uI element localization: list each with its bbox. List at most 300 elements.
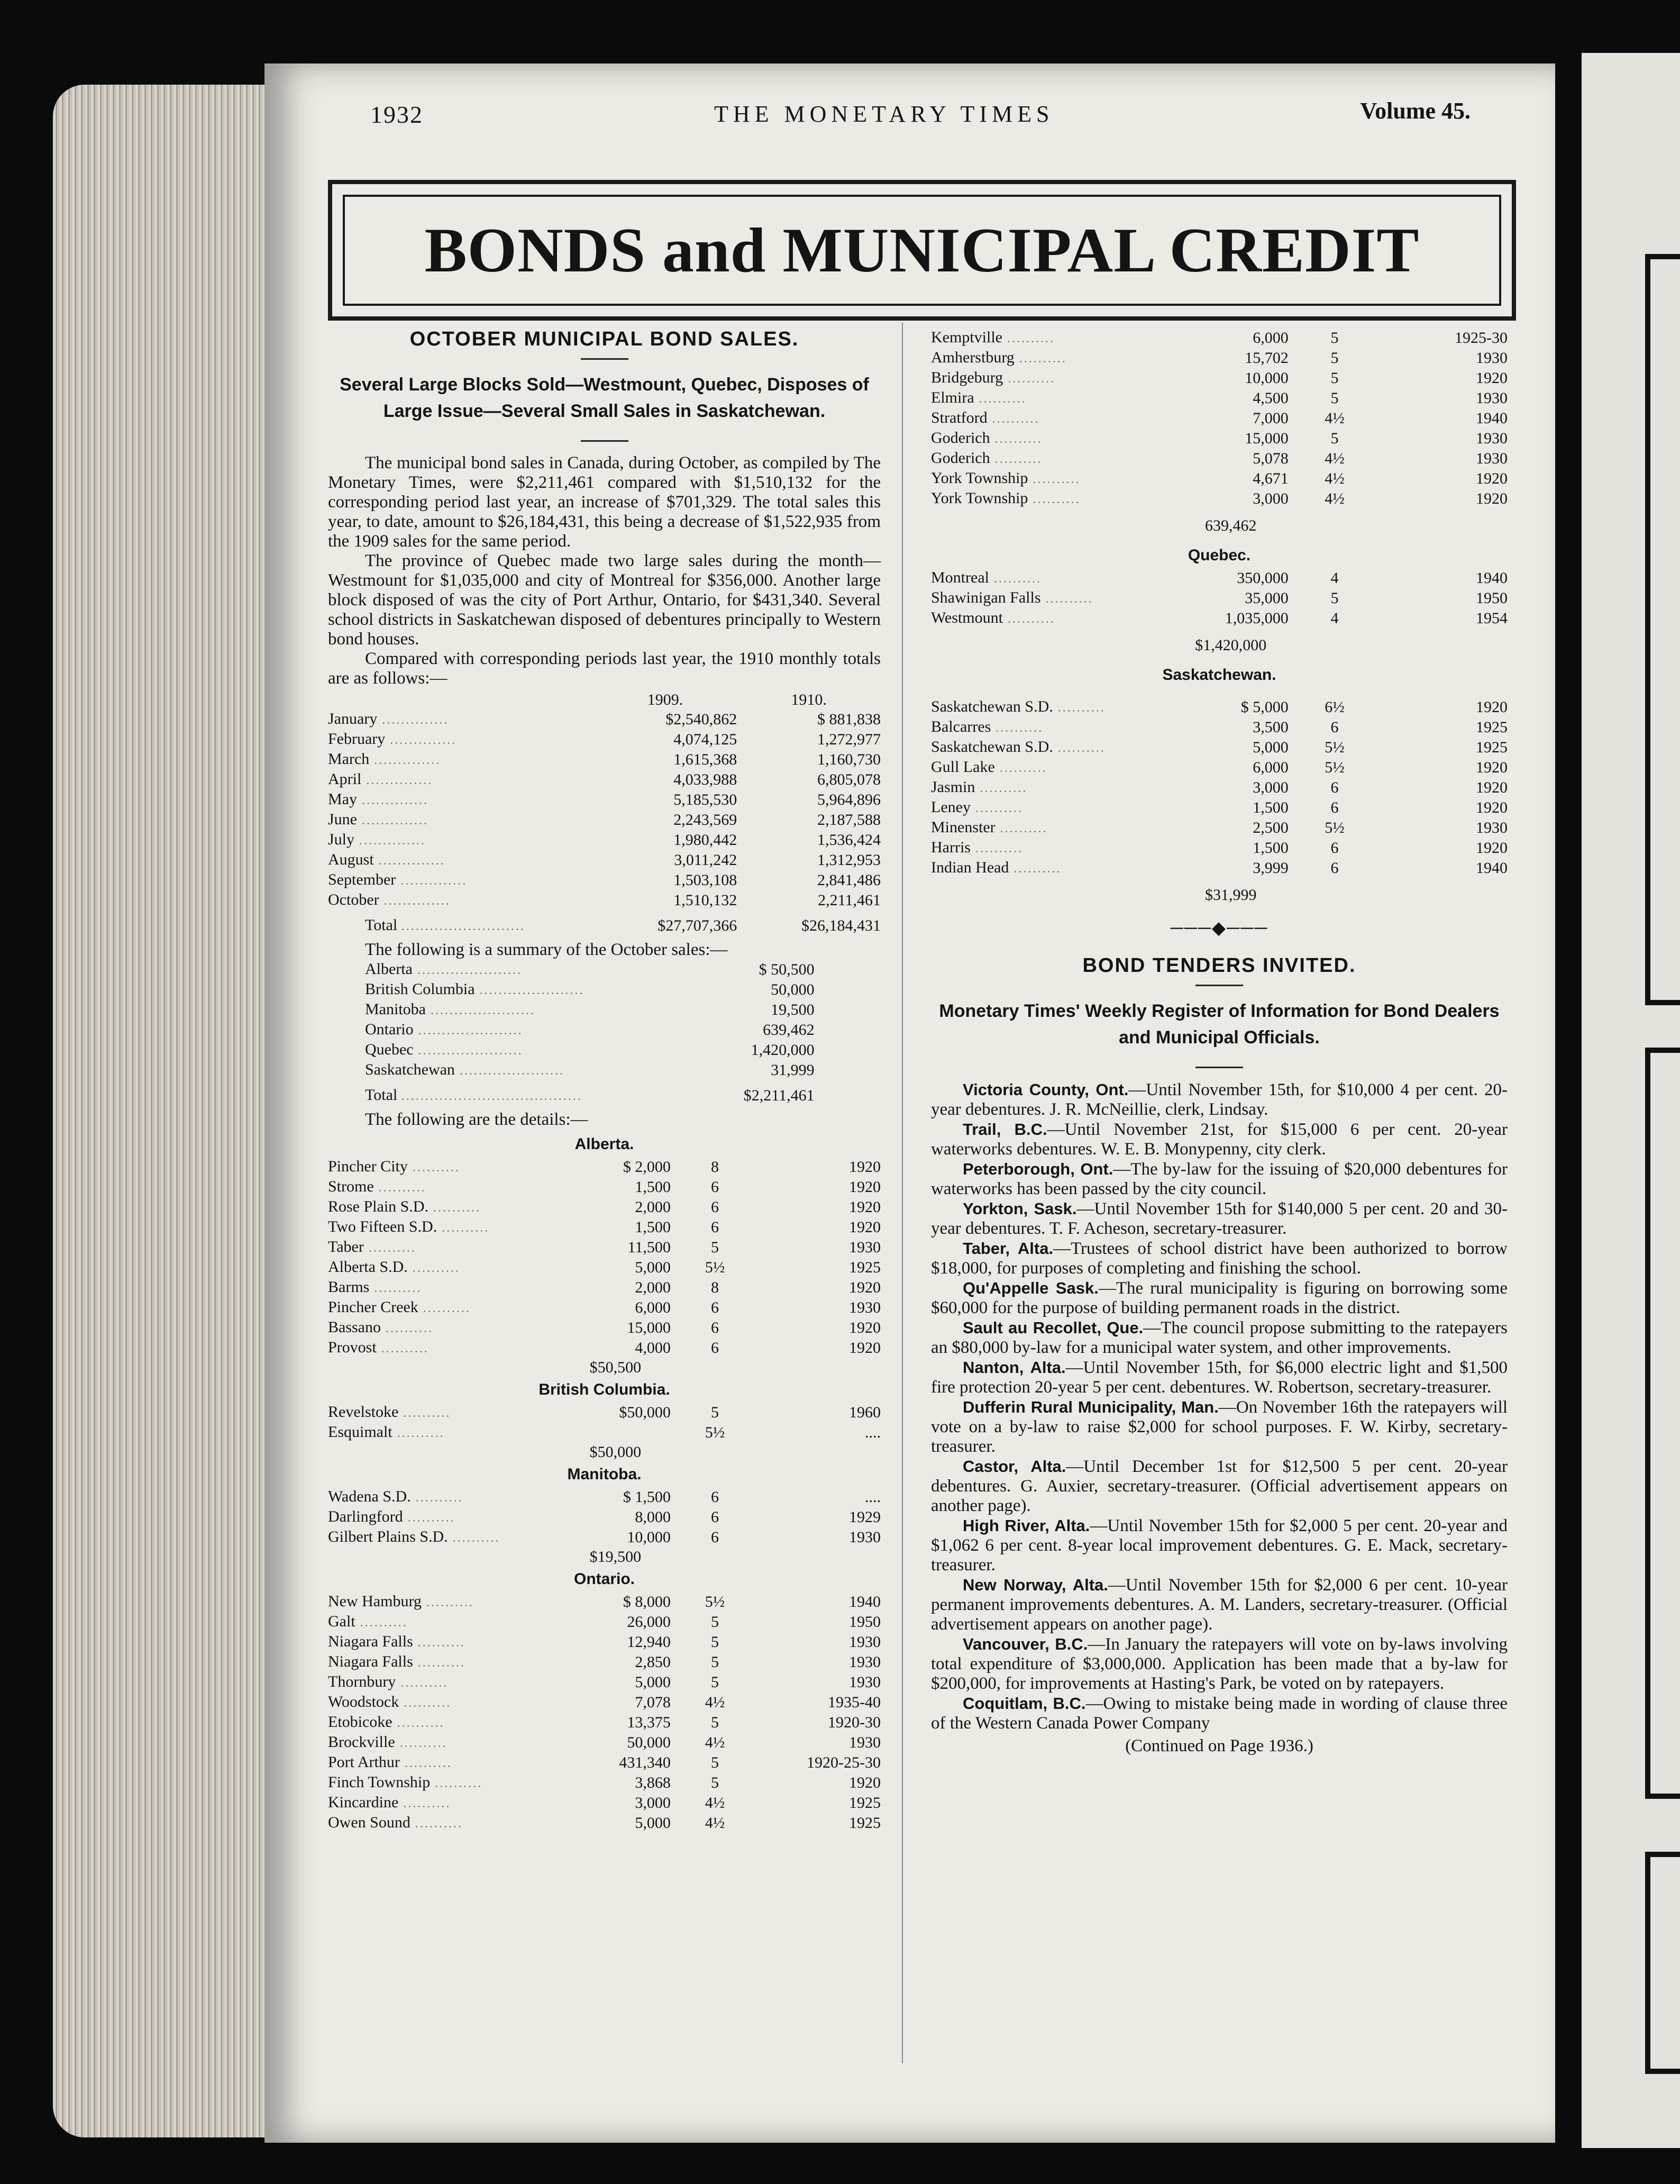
section-banner	[328, 180, 1516, 321]
municipality-cell	[328, 1217, 560, 1237]
interest-rate: 5½	[705, 1259, 725, 1276]
interest-rate: 5	[1330, 349, 1339, 367]
interest-rate: 6	[1330, 839, 1339, 857]
leader-dots: ..........	[1002, 612, 1055, 626]
table-row	[931, 469, 1508, 489]
value-1909: 2,243,569	[673, 811, 737, 829]
table-row	[931, 838, 1508, 858]
leader-dots: ..............	[379, 894, 451, 908]
table-row	[931, 388, 1508, 408]
interest-rate: 5	[710, 1673, 719, 1691]
leader-dots: ..........	[1040, 592, 1093, 606]
subtotal-saskatchewan: $31,999	[1205, 886, 1257, 904]
table-row	[328, 1773, 881, 1793]
interest-rate: 6	[710, 1339, 719, 1357]
amount: 5,000	[635, 1259, 671, 1276]
tender-item	[931, 1575, 1508, 1634]
municipality-name: Rose Plain S.D.	[328, 1198, 429, 1215]
table-row	[328, 1793, 881, 1813]
municipality-name: York Township	[931, 489, 1028, 507]
value-1910: 1,536,424	[817, 831, 881, 849]
municipality-name: Galt	[328, 1613, 355, 1630]
leader-dots: ..........	[970, 802, 1023, 815]
maturity: 1930	[1476, 450, 1508, 467]
municipality-name: Goderich	[931, 429, 990, 447]
amount: 4,671	[1253, 470, 1289, 487]
month-name: August	[328, 851, 374, 868]
municipality-name: Shawinigan Falls	[931, 589, 1041, 606]
volume-label: Volume 45.	[1360, 98, 1471, 124]
leader-dots: ..........	[1009, 862, 1062, 876]
column-header-1910: 1910.	[791, 691, 827, 708]
municipality-name: Taber	[328, 1238, 364, 1255]
leader-dots: ..........	[974, 392, 1027, 406]
leader-dots: ..........	[392, 1716, 445, 1730]
leader-dots: ..........	[991, 721, 1044, 735]
municipality-cell	[931, 608, 1173, 629]
maturity: 1920	[849, 1158, 881, 1176]
interest-rate: 8	[710, 1158, 719, 1176]
tender-place: Yorkton, Sask.	[963, 1199, 1077, 1218]
municipality-cell	[931, 388, 1173, 408]
municipality-name: Strome	[328, 1178, 374, 1195]
interest-rate: 6	[710, 1198, 719, 1216]
municipality-name: Wadena S.D.	[328, 1488, 411, 1505]
table-row	[328, 750, 881, 770]
amount: 11,500	[627, 1239, 671, 1256]
municipality-cell	[328, 1672, 560, 1692]
maturity: 1930	[849, 1239, 881, 1256]
municipality-cell	[328, 1713, 560, 1733]
municipality-cell	[328, 1612, 560, 1632]
municipality-name: Minenster	[931, 818, 996, 836]
monthly-total-row: Total .......................... $27,707,366 $26,184,431	[328, 911, 881, 936]
section-title: BONDS and MUNICIPAL CREDIT	[424, 215, 1420, 285]
tender-text: —Until November 15th for $2,000 5 per cent. 20-year and $1,062 6 per cent. 8-year local improvement debentures. G. E. Mack, secretary-treasurer.	[931, 1516, 1508, 1575]
banner-inner-frame	[343, 195, 1501, 306]
interest-rate: 5½	[1325, 739, 1345, 756]
table-row	[328, 1040, 881, 1060]
maturity: 1920	[849, 1198, 881, 1216]
tender-text: —On November 16th the ratepayers will vote on a by-law to raise $2,000 for school purposes. F. W. Kirby, secretary-treasurer.	[931, 1398, 1508, 1456]
maturity: 1940	[1476, 569, 1508, 587]
maturity: 1920	[1476, 698, 1508, 716]
municipality-name: Bridgeburg	[931, 369, 1003, 386]
table-row	[931, 429, 1508, 449]
interest-rate: 6	[1330, 799, 1339, 816]
summary-total: $2,211,461	[743, 1087, 815, 1104]
table-row	[328, 1177, 881, 1197]
leader-dots: ..........	[407, 1161, 460, 1175]
month-name: February	[328, 730, 386, 748]
province-name: Quebec	[365, 1041, 414, 1058]
subtotal-quebec: $1,420,000	[1195, 636, 1267, 654]
amount: 2,500	[1253, 819, 1289, 836]
municipality-cell	[328, 1258, 560, 1278]
interest-rate: 5	[710, 1613, 719, 1631]
municipality-cell	[328, 1403, 560, 1423]
municipality-cell	[328, 1692, 560, 1713]
municipality-name: Etobicoke	[328, 1713, 392, 1731]
facing-page-frame	[1645, 1048, 1680, 1799]
province-cell	[328, 1040, 737, 1060]
municipality-name: Brockville	[328, 1733, 395, 1751]
table-row	[328, 1813, 881, 1833]
month-cell	[328, 810, 594, 830]
tender-place: New Norway, Alta.	[963, 1576, 1108, 1594]
interest-rate: 5	[710, 1653, 719, 1671]
municipality-name: Jasmin	[931, 778, 975, 796]
province-heading-bc: British Columbia.	[538, 1381, 670, 1398]
maturity: 1925	[849, 1814, 881, 1832]
amount: 4,000	[635, 1339, 671, 1357]
amount: 4,500	[1253, 389, 1289, 407]
amount: 5,000	[635, 1673, 671, 1691]
leader-dots: ..........	[398, 1797, 451, 1810]
tender-place: Qu'Appelle Sask.	[963, 1279, 1099, 1297]
municipality-name: Pincher Creek	[328, 1298, 418, 1316]
amount: 1,035,000	[1225, 609, 1289, 627]
interest-rate: 4½	[1325, 470, 1345, 487]
interest-rate: 6	[710, 1488, 719, 1506]
value-1910: 2,841,486	[817, 871, 881, 889]
tender-text: —Until November 15th for $140,000 5 per cent. 20 and 30-year debentures. T. F. Acheson, secretary-treasurer.	[931, 1199, 1508, 1238]
interest-rate: 4½	[705, 1814, 725, 1832]
leader-dots: ..........	[355, 1616, 408, 1630]
leader-dots: ..........	[376, 1342, 429, 1355]
leader-dots: ..........	[399, 1696, 452, 1710]
municipality-name: Port Arthur	[328, 1753, 400, 1771]
municipality-name: Darlingford	[328, 1508, 403, 1525]
table-row	[931, 717, 1508, 738]
table-row	[931, 449, 1508, 469]
tender-place: Victoria County, Ont.	[963, 1080, 1129, 1099]
amount: 12,940	[627, 1633, 671, 1651]
maturity: 1930	[1476, 819, 1508, 836]
leader-dots: ......................	[474, 984, 585, 997]
table-row	[328, 1612, 881, 1632]
amount: 1,500	[635, 1218, 671, 1236]
amount: 5,000	[635, 1814, 671, 1832]
tender-text: —Until November 15th, for $10,000 4 per cent. 20-year debentures. J. R. McNeillie, clerk, Lindsay.	[931, 1080, 1508, 1119]
province-cell	[328, 960, 737, 980]
table-row	[931, 408, 1508, 429]
table-row	[931, 798, 1508, 818]
leader-dots: ..........	[413, 1656, 465, 1670]
amount: 8,000	[635, 1508, 671, 1526]
tender-place: Vancouver, B.C.	[963, 1635, 1088, 1653]
municipality-name: Bassano	[328, 1318, 381, 1336]
tender-text: —In January the ratepayers will vote on by-laws involving total expenditure of $3,000,000. Application has been made that a by-law for $200,000, for improvements at Hasting's Park, be voted on by ratepayers.	[931, 1635, 1508, 1693]
amount: 3,868	[635, 1774, 671, 1791]
tender-item	[931, 1516, 1508, 1575]
column-divider	[902, 323, 903, 2063]
maturity: 1930	[849, 1633, 881, 1651]
tender-place: Nanton, Alta.	[963, 1358, 1066, 1377]
interest-rate: 4½	[1325, 490, 1345, 507]
leader-dots: ..........	[413, 1636, 465, 1650]
table-row	[328, 810, 881, 830]
amount: $ 2,000	[623, 1158, 671, 1176]
leader-dots: ..............	[357, 794, 428, 807]
municipality-name: Elmira	[931, 389, 974, 406]
maturity: 1920	[1476, 799, 1508, 816]
interest-rate: 6½	[1325, 698, 1345, 716]
municipality-cell	[931, 838, 1173, 858]
amount: 7,000	[1253, 410, 1289, 427]
leader-dots: ..........	[418, 1302, 471, 1315]
maturity: 1930	[1476, 389, 1508, 407]
municipality-name: Saskatchewan S.D.	[931, 698, 1053, 715]
leader-dots: ......................	[454, 1064, 564, 1078]
leader-dots: ......................	[413, 1044, 523, 1058]
municipality-name: Niagara Falls	[328, 1633, 413, 1650]
summary-table	[328, 960, 881, 1106]
table-row	[328, 1692, 881, 1713]
province-amount: 31,999	[771, 1061, 815, 1079]
province-name: British Columbia	[365, 980, 475, 998]
monthly-rows	[328, 709, 881, 911]
month-name: September	[328, 871, 396, 888]
amount: 3,000	[1253, 779, 1289, 796]
month-cell	[328, 730, 594, 750]
table-row	[328, 980, 881, 1000]
leader-dots: ..............	[373, 854, 445, 868]
maturity: 1920	[849, 1279, 881, 1296]
municipality-name: Alberta S.D.	[328, 1258, 408, 1276]
maturity: 1930	[849, 1673, 881, 1691]
total-label: Total	[365, 916, 398, 934]
municipality-name: Saskatchewan S.D.	[931, 738, 1053, 756]
municipality-name: York Township	[931, 469, 1028, 487]
interest-rate: 5	[710, 1633, 719, 1651]
interest-rate: 4½	[1325, 410, 1345, 427]
tender-item	[931, 1318, 1508, 1358]
interest-rate: 6	[710, 1218, 719, 1236]
tender-item	[931, 1694, 1508, 1733]
interest-rate: 6	[1330, 718, 1339, 736]
municipality-cell	[931, 717, 1173, 738]
maturity: 1930	[849, 1299, 881, 1316]
paragraph: The following is a summary of the October sales:—	[365, 940, 728, 959]
tenders-subheading: Monetary Times' Weekly Register of Information for Bond Dealers and Municipal Officials.	[939, 1001, 1500, 1048]
tender-text: —The council propose submitting to the ratepayers an $80,000 by-law for a municipal water system, and other improvements.	[931, 1318, 1508, 1357]
total-1910: $26,184,431	[801, 917, 881, 934]
table-row	[931, 489, 1508, 509]
municipality-cell	[328, 1157, 560, 1177]
article-subheading: Several Large Blocks Sold—Westmount, Quebec, Disposes of Large Issue—Several Small Sales in Saskatchewan.	[340, 375, 869, 421]
interest-rate: 5½	[705, 1593, 725, 1610]
maturity: 1950	[1476, 589, 1508, 607]
table-row	[328, 1157, 881, 1177]
municipality-cell	[328, 1793, 560, 1813]
table-row	[328, 1258, 881, 1278]
month-name: May	[328, 790, 357, 808]
municipality-name: Provost	[328, 1339, 377, 1356]
maturity: 1930	[1476, 349, 1508, 367]
rule	[1195, 1067, 1243, 1068]
municipality-name: Two Fifteen S.D.	[328, 1218, 437, 1235]
table-row	[328, 1592, 881, 1612]
municipality-cell	[931, 348, 1173, 368]
leader-dots: ..........	[410, 1817, 463, 1831]
left-column	[328, 328, 881, 1833]
municipality-cell	[931, 738, 1173, 758]
municipality-cell	[328, 1527, 560, 1548]
interest-rate: 5	[710, 1404, 719, 1421]
amount: 50,000	[627, 1734, 671, 1751]
table-row	[328, 1632, 881, 1652]
leader-dots: ..........	[990, 452, 1043, 466]
province-amount: 639,462	[763, 1021, 815, 1039]
table-row	[328, 1060, 881, 1080]
interest-rate: 5½	[1325, 759, 1345, 776]
paragraph: The province of Quebec made two large sales during the month—Westmount for $1,035,000 and city of Montreal for $356,000. Another large block disposed of was the city of Port Arthur, Ontario, for $431,340. Several school districts in Saskatchewan disposed of debentures principally to Western bond houses.	[328, 551, 881, 649]
municipality-cell	[931, 818, 1173, 838]
month-cell	[328, 770, 594, 790]
interest-rate: 5	[710, 1774, 719, 1791]
table-row	[328, 1338, 881, 1358]
table-row	[328, 960, 881, 980]
paragraph: Compared with corresponding periods last year, the 1910 monthly totals are as follows:—	[328, 649, 881, 688]
amount: $ 5,000	[1240, 698, 1289, 716]
municipality-cell	[931, 798, 1173, 818]
value-1910: 1,160,730	[817, 751, 881, 768]
province-name: Alberta	[365, 960, 413, 978]
interest-rate: 5	[710, 1714, 719, 1731]
leader-dots: ..........	[1003, 372, 1056, 386]
leader-dots: ..........	[373, 1181, 426, 1195]
table-row	[328, 1217, 881, 1237]
value-1910: $ 881,838	[817, 711, 881, 728]
table-row	[328, 1298, 881, 1318]
table-row	[328, 1318, 881, 1338]
interest-rate: 4½	[1325, 450, 1345, 467]
interest-rate: 5½	[1325, 819, 1345, 836]
province-amount: $ 50,500	[759, 961, 815, 978]
interest-rate: 6	[710, 1528, 719, 1546]
amount: 3,000	[635, 1794, 671, 1812]
tender-item	[931, 1457, 1508, 1516]
municipality-name: Montreal	[931, 569, 989, 586]
municipality-cell	[931, 697, 1173, 717]
province-heading-quebec: Quebec.	[1188, 547, 1251, 564]
amount: 6,000	[635, 1299, 671, 1316]
month-name: January	[328, 710, 378, 727]
maturity: 1935-40	[828, 1694, 881, 1711]
maturity: 1925	[849, 1794, 881, 1812]
amount: 26,000	[627, 1613, 671, 1631]
tender-item	[931, 1120, 1508, 1159]
municipality-cell	[328, 1753, 560, 1773]
subtotal-ontario: 639,462	[1205, 517, 1257, 534]
municipality-name: Esquimalt	[328, 1423, 392, 1441]
leader-dots: ..............	[354, 834, 426, 848]
amount: $ 1,500	[623, 1488, 671, 1506]
value-1909: 1,503,108	[673, 871, 737, 889]
municipality-name: Pincher City	[328, 1158, 408, 1175]
value-1909: 3,011,242	[674, 851, 737, 869]
tender-item	[931, 1358, 1508, 1397]
maturity: 1920	[1476, 470, 1508, 487]
municipality-cell	[931, 568, 1173, 588]
amount: 15,000	[627, 1319, 671, 1336]
province-amount: 1,420,000	[751, 1041, 815, 1059]
leader-dots: ..............	[361, 774, 433, 787]
table-row	[328, 1197, 881, 1217]
leader-dots: ..........	[363, 1241, 416, 1255]
leader-dots: ..............	[396, 874, 468, 888]
tender-place: Castor, Alta.	[963, 1457, 1066, 1476]
maturity: ....	[865, 1424, 881, 1441]
value-1910: 6,805,078	[817, 771, 881, 788]
maturity: 1954	[1476, 609, 1508, 627]
paragraph: The municipal bond sales in Canada, during October, as compiled by The Monetary Times, were $2,211,461 compared with $1,510,132 for the corresponding period last year, an increase of $701,329. The total sales this year, to date, amount to $26,184,431, this being a decrease of $1,522,935 from the 1909 sales for the same period.	[328, 453, 881, 551]
table-row	[931, 758, 1508, 778]
municipality-name: Harris	[931, 839, 971, 856]
amount: 3,999	[1253, 859, 1289, 877]
maturity: 1940	[849, 1593, 881, 1610]
municipality-cell	[328, 1813, 560, 1833]
municipality-cell	[931, 489, 1173, 509]
tender-place: Taber, Alta.	[963, 1239, 1054, 1258]
value-1909: 4,033,988	[673, 771, 737, 788]
table-row	[931, 368, 1508, 388]
leader-dots: ..........	[403, 1511, 455, 1525]
leader-dots: ..........	[421, 1596, 474, 1609]
municipality-name: Kincardine	[328, 1794, 399, 1811]
article-heading: OCTOBER MUNICIPAL BOND SALES.	[409, 328, 799, 350]
leader-dots: ..........	[975, 781, 1028, 795]
amount: 3,500	[1253, 718, 1289, 736]
amount: 7,078	[635, 1694, 671, 1711]
interest-rate: 4½	[705, 1694, 725, 1711]
province-amount: 19,500	[771, 1001, 815, 1018]
maturity: 1940	[1476, 859, 1508, 877]
table-row	[931, 858, 1508, 878]
tender-item	[931, 1239, 1508, 1278]
leader-dots: ..........	[369, 1281, 422, 1295]
leader-dots: ..........	[1028, 493, 1081, 506]
value-1909: 5,185,530	[673, 791, 737, 808]
province-name: Ontario	[365, 1021, 414, 1038]
month-name: March	[328, 750, 370, 768]
maturity: 1930	[849, 1653, 881, 1671]
value-1909: 1,980,442	[673, 831, 737, 849]
maturity: 1920-25-30	[807, 1754, 881, 1771]
tender-item	[931, 1634, 1508, 1694]
month-cell	[328, 890, 594, 911]
leader-dots: ..........	[1014, 352, 1067, 366]
province-cell	[328, 1060, 737, 1080]
interest-rate: 5	[1330, 589, 1339, 607]
month-cell	[328, 750, 594, 770]
municipality-cell	[931, 449, 1173, 469]
table-row	[931, 778, 1508, 798]
maturity: 1920	[849, 1319, 881, 1336]
maturity: 1925	[1476, 739, 1508, 756]
interest-rate: 6	[710, 1299, 719, 1316]
subtotal-alberta: $50,500	[589, 1359, 642, 1376]
interest-rate: 8	[710, 1279, 719, 1296]
amount: 10,000	[627, 1528, 671, 1546]
tender-text: —Owing to mistake being made in wording of clause three of the Western Canada Power Company	[931, 1694, 1508, 1733]
municipality-name: Goderich	[931, 449, 990, 467]
journal-title: THE MONETARY TIMES	[714, 101, 1054, 127]
month-cell	[328, 870, 594, 890]
amount	[560, 1423, 671, 1443]
leader-dots: ..........	[989, 572, 1042, 586]
